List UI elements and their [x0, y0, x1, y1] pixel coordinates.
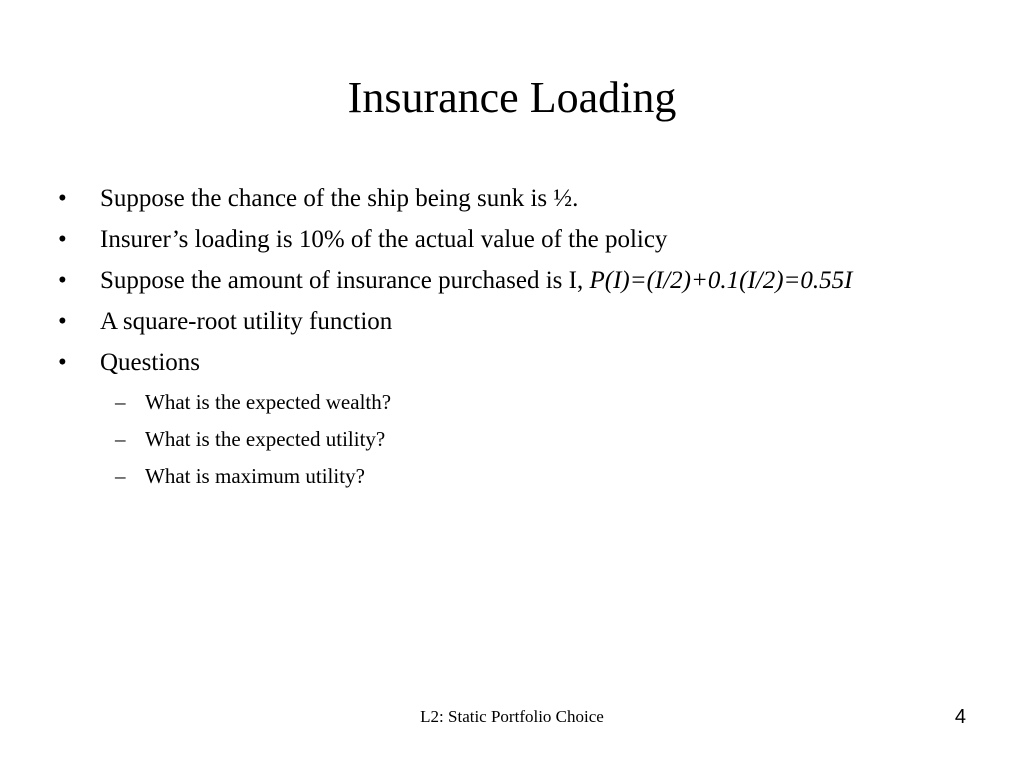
bullet-icon: •	[58, 308, 67, 335]
bullet-list	[58, 184, 998, 500]
bullet-item	[58, 307, 998, 337]
premium-formula: P(I)=(I/2)+0.1(I/2)=0.55I	[589, 267, 853, 294]
bullet-icon: •	[58, 185, 67, 212]
sub-bullet-text: What is the expected utility?	[145, 427, 386, 451]
sub-bullet-list	[58, 389, 998, 489]
dash-icon: –	[115, 464, 126, 488]
bullet-text: Insurer’s loading is 10% of the actual value of the policy	[100, 226, 668, 253]
bullet-text: Suppose the amount of insurance purchased is I,	[100, 267, 590, 294]
sub-bullet-item	[58, 389, 998, 415]
dash-icon: –	[115, 427, 126, 451]
sub-bullet-item	[58, 426, 998, 452]
bullet-item	[58, 225, 998, 255]
bullet-text: A square-root utility function	[100, 308, 393, 335]
bullet-icon: •	[58, 267, 67, 294]
dash-icon: –	[115, 390, 126, 414]
sub-bullet-text: What is the expected wealth?	[145, 390, 392, 414]
page-number: 4	[954, 706, 966, 728]
bullet-icon: •	[58, 226, 67, 253]
sub-bullet-item	[58, 463, 998, 489]
bullet-text: Suppose the chance of the ship being sunk is ½.	[100, 185, 579, 212]
sub-bullet-text: What is maximum utility?	[145, 464, 365, 488]
bullet-item	[58, 348, 998, 378]
bullet-item	[58, 184, 998, 214]
sub-list-container	[58, 389, 998, 489]
footer-text: L2: Static Portfolio Choice	[420, 707, 604, 726]
bullet-item	[58, 266, 998, 296]
bullet-icon: •	[58, 349, 67, 376]
bullet-text: Questions	[100, 349, 200, 376]
slide-title: Insurance Loading	[347, 73, 677, 122]
